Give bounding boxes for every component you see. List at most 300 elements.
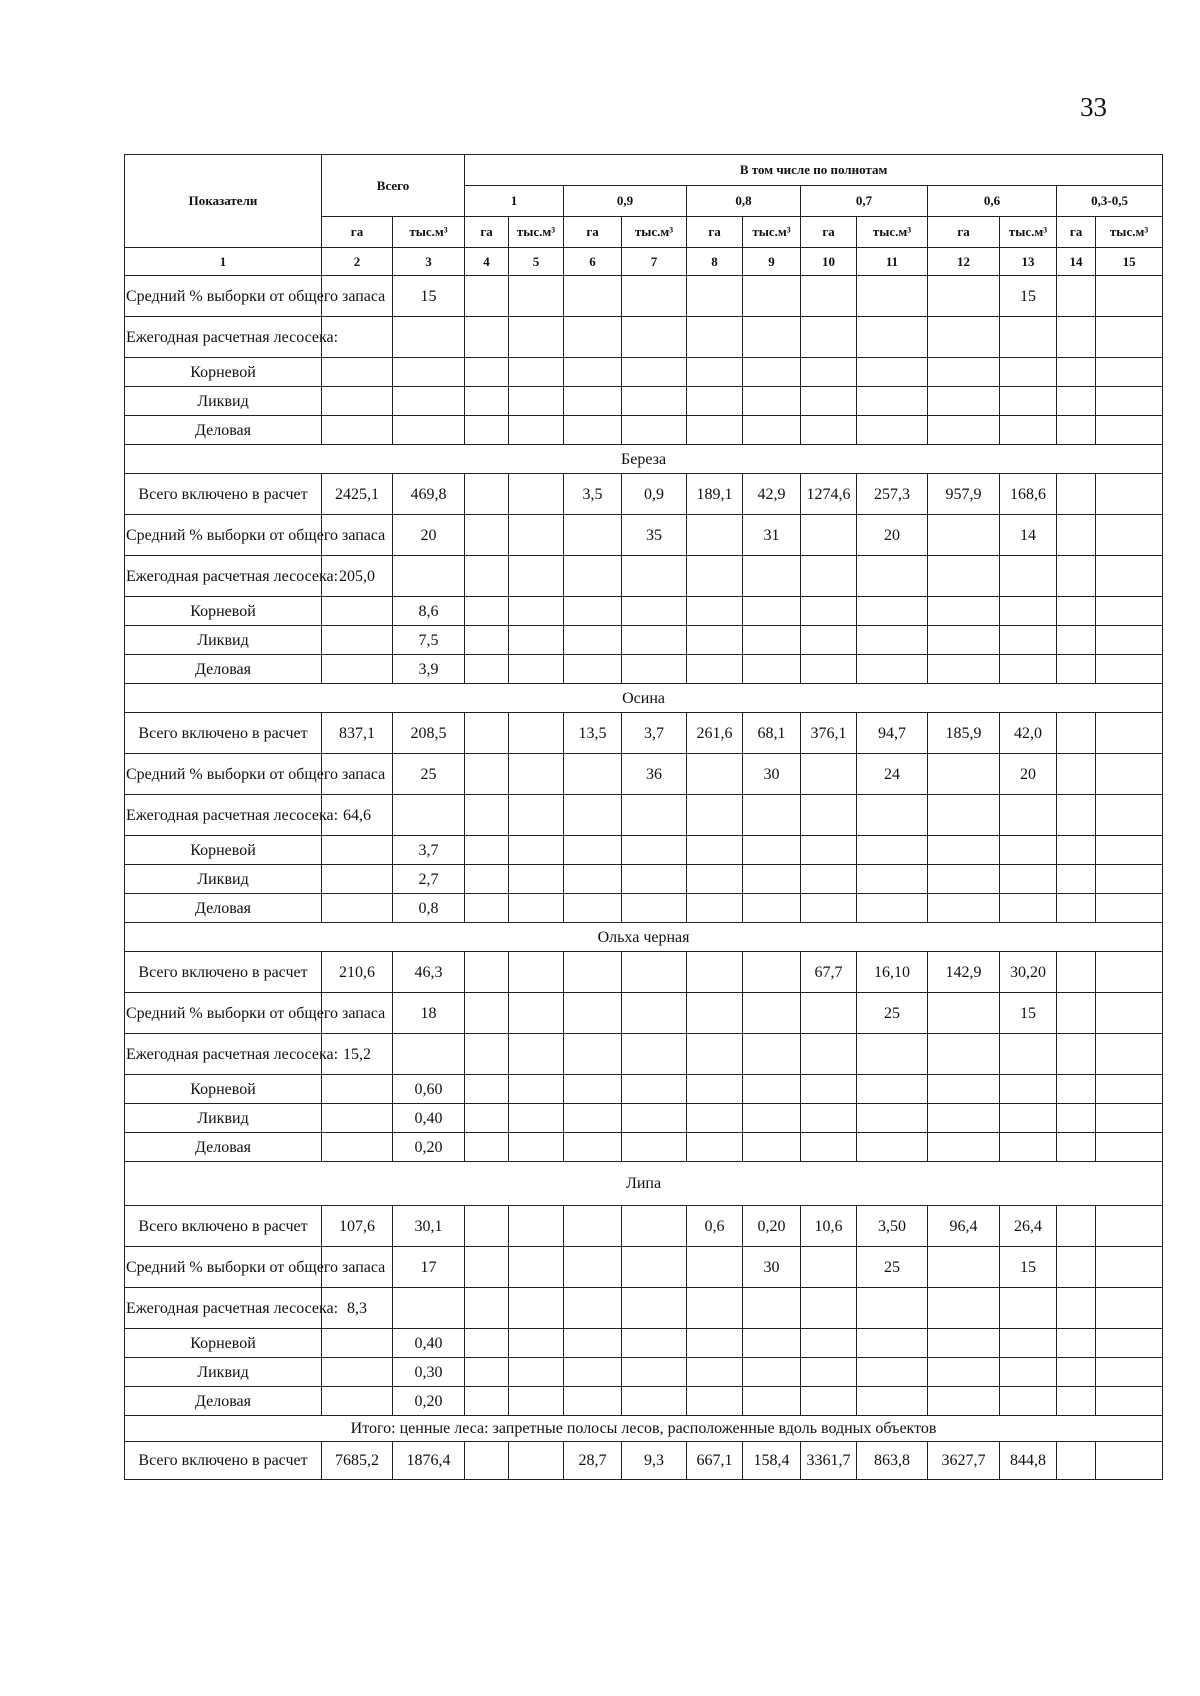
table-cell bbox=[801, 836, 857, 865]
header-unit-volume: тыс.м³ bbox=[743, 217, 801, 248]
table-cell bbox=[564, 556, 622, 597]
table-cell bbox=[687, 276, 743, 317]
table-cell: 64,6 bbox=[322, 795, 393, 836]
table-cell bbox=[928, 387, 1000, 416]
table-row bbox=[125, 626, 1163, 655]
row-label: Деловая bbox=[125, 655, 322, 684]
table-cell bbox=[687, 1075, 743, 1104]
table-cell bbox=[687, 865, 743, 894]
column-number: 2 bbox=[322, 248, 393, 276]
table-cell bbox=[801, 865, 857, 894]
table-cell bbox=[465, 1104, 509, 1133]
table-cell: 3,9 bbox=[393, 655, 465, 684]
column-number: 10 bbox=[801, 248, 857, 276]
table-cell bbox=[1096, 1247, 1163, 1288]
table-cell bbox=[743, 1075, 801, 1104]
table-cell bbox=[1000, 1133, 1057, 1162]
table-cell bbox=[393, 556, 465, 597]
header-unit-ha: га bbox=[928, 217, 1000, 248]
table-cell bbox=[743, 276, 801, 317]
table-cell bbox=[801, 993, 857, 1034]
table-cell bbox=[509, 795, 564, 836]
table-cell: 3,50 bbox=[857, 1206, 928, 1247]
table-cell bbox=[509, 1034, 564, 1075]
table-cell bbox=[1057, 836, 1096, 865]
table-cell bbox=[1096, 387, 1163, 416]
table-cell bbox=[801, 1104, 857, 1133]
table-cell bbox=[1000, 894, 1057, 923]
table-cell bbox=[322, 1075, 393, 1104]
table-cell bbox=[801, 1247, 857, 1288]
table-cell bbox=[1096, 894, 1163, 923]
table-cell bbox=[1096, 1206, 1163, 1247]
table-cell: 3627,7 bbox=[928, 1442, 1000, 1480]
table-cell bbox=[322, 865, 393, 894]
table-cell: 10,6 bbox=[801, 1206, 857, 1247]
table-cell bbox=[322, 836, 393, 865]
table-cell bbox=[322, 416, 393, 445]
table-cell: 25 bbox=[393, 754, 465, 795]
row-label: Ликвид bbox=[125, 387, 322, 416]
table-cell bbox=[622, 317, 687, 358]
header-by-density: В том числе по полнотам bbox=[465, 155, 1163, 186]
row-label: Деловая bbox=[125, 1387, 322, 1416]
table-cell bbox=[509, 416, 564, 445]
total-heading: Итого: ценные леса: запретные полосы лесов, расположенные вдоль водных объектов bbox=[125, 1416, 1163, 1442]
table-row bbox=[125, 1387, 1163, 1416]
table-cell: 7685,2 bbox=[322, 1442, 393, 1480]
species-heading: Осина bbox=[125, 684, 1163, 713]
table-cell: 8,6 bbox=[393, 597, 465, 626]
table-cell bbox=[509, 1288, 564, 1329]
table-cell bbox=[1096, 993, 1163, 1034]
table-cell bbox=[1057, 1387, 1096, 1416]
table-row bbox=[125, 597, 1163, 626]
row-label: Корневой bbox=[125, 358, 322, 387]
table-cell bbox=[564, 626, 622, 655]
table-cell bbox=[1057, 515, 1096, 556]
table-cell bbox=[1096, 474, 1163, 515]
table-cell bbox=[465, 515, 509, 556]
column-number: 9 bbox=[743, 248, 801, 276]
table-cell bbox=[801, 626, 857, 655]
table-cell bbox=[928, 1133, 1000, 1162]
table-cell bbox=[1000, 358, 1057, 387]
table-row bbox=[125, 387, 1163, 416]
row-label: Ликвид bbox=[125, 1358, 322, 1387]
table-cell: 17 bbox=[393, 1247, 465, 1288]
table-cell bbox=[801, 515, 857, 556]
table-cell bbox=[928, 836, 1000, 865]
table-cell: 0,20 bbox=[393, 1133, 465, 1162]
table-cell bbox=[1000, 1387, 1057, 1416]
table-cell bbox=[801, 1358, 857, 1387]
table-cell bbox=[687, 358, 743, 387]
table-cell bbox=[1000, 1034, 1057, 1075]
table-cell bbox=[1057, 1075, 1096, 1104]
table-cell: 30 bbox=[743, 754, 801, 795]
table-cell bbox=[687, 993, 743, 1034]
table-cell: 42,0 bbox=[1000, 713, 1057, 754]
column-number: 12 bbox=[928, 248, 1000, 276]
table-cell bbox=[743, 993, 801, 1034]
table-cell: 13,5 bbox=[564, 713, 622, 754]
species-section-row bbox=[125, 445, 1163, 474]
header-density: 0,3-0,5 bbox=[1057, 186, 1163, 217]
table-cell: 67,7 bbox=[801, 952, 857, 993]
table-cell bbox=[1096, 1133, 1163, 1162]
table-cell: 142,9 bbox=[928, 952, 1000, 993]
table-cell bbox=[1057, 387, 1096, 416]
table-cell: 8,3 bbox=[322, 1288, 393, 1329]
table-cell: 30,1 bbox=[393, 1206, 465, 1247]
table-cell: 7,5 bbox=[393, 626, 465, 655]
table-row bbox=[125, 894, 1163, 923]
table-cell bbox=[465, 416, 509, 445]
table-cell: 15 bbox=[1000, 276, 1057, 317]
table-cell bbox=[564, 894, 622, 923]
table-row bbox=[125, 865, 1163, 894]
table-cell: 863,8 bbox=[857, 1442, 928, 1480]
table-cell: 15,2 bbox=[322, 1034, 393, 1075]
table-cell bbox=[857, 358, 928, 387]
table-cell bbox=[928, 865, 1000, 894]
table-cell bbox=[1057, 894, 1096, 923]
table-row bbox=[125, 952, 1163, 993]
table-cell bbox=[1096, 1329, 1163, 1358]
table-cell bbox=[622, 836, 687, 865]
table-header bbox=[125, 155, 1163, 276]
table-cell bbox=[1000, 416, 1057, 445]
table-cell: 3,7 bbox=[622, 713, 687, 754]
table-cell bbox=[564, 1329, 622, 1358]
table-cell bbox=[1096, 865, 1163, 894]
table-cell bbox=[509, 1247, 564, 1288]
table-cell bbox=[928, 1387, 1000, 1416]
table-cell bbox=[564, 993, 622, 1034]
table-cell bbox=[1096, 276, 1163, 317]
table-cell bbox=[743, 416, 801, 445]
table-row bbox=[125, 416, 1163, 445]
table-cell: 837,1 bbox=[322, 713, 393, 754]
table-cell bbox=[622, 597, 687, 626]
table-cell bbox=[857, 865, 928, 894]
table-cell bbox=[622, 1034, 687, 1075]
table-cell bbox=[622, 952, 687, 993]
table-cell: 25 bbox=[857, 993, 928, 1034]
table-cell bbox=[322, 655, 393, 684]
table-row bbox=[125, 1133, 1163, 1162]
table-cell bbox=[1096, 626, 1163, 655]
table-cell bbox=[509, 556, 564, 597]
row-label: Средний % выборки от общего запаса bbox=[125, 993, 322, 1034]
row-label: Деловая bbox=[125, 1133, 322, 1162]
table-cell bbox=[857, 1075, 928, 1104]
table-cell bbox=[509, 1442, 564, 1480]
table-row bbox=[125, 1247, 1163, 1288]
table-cell bbox=[1096, 358, 1163, 387]
table-cell bbox=[857, 1104, 928, 1133]
table-row bbox=[125, 1442, 1163, 1480]
table-cell: 36 bbox=[622, 754, 687, 795]
table-cell bbox=[509, 1358, 564, 1387]
table-cell bbox=[928, 1288, 1000, 1329]
table-row bbox=[125, 713, 1163, 754]
table-cell bbox=[857, 276, 928, 317]
table-cell bbox=[857, 597, 928, 626]
table-cell bbox=[1096, 1358, 1163, 1387]
table-cell bbox=[322, 597, 393, 626]
row-label: Средний % выборки от общего запаса bbox=[125, 515, 322, 556]
table-cell: 24 bbox=[857, 754, 928, 795]
table-cell bbox=[465, 597, 509, 626]
table-cell: 25 bbox=[857, 1247, 928, 1288]
table-cell bbox=[622, 276, 687, 317]
table-row bbox=[125, 358, 1163, 387]
column-number: 11 bbox=[857, 248, 928, 276]
table-cell bbox=[1096, 416, 1163, 445]
table-cell bbox=[801, 754, 857, 795]
table-cell bbox=[928, 597, 1000, 626]
table-cell bbox=[509, 713, 564, 754]
table-cell bbox=[687, 416, 743, 445]
table-cell bbox=[743, 865, 801, 894]
table-cell bbox=[564, 276, 622, 317]
column-number: 5 bbox=[509, 248, 564, 276]
table-cell bbox=[743, 1034, 801, 1075]
table-cell bbox=[564, 865, 622, 894]
table-cell bbox=[509, 1329, 564, 1358]
table-cell bbox=[465, 655, 509, 684]
table-cell bbox=[564, 1288, 622, 1329]
table-row bbox=[125, 1104, 1163, 1133]
table-cell: 46,3 bbox=[393, 952, 465, 993]
column-number: 14 bbox=[1057, 248, 1096, 276]
table-cell bbox=[622, 358, 687, 387]
table-cell bbox=[1000, 865, 1057, 894]
table-cell bbox=[509, 1206, 564, 1247]
column-number: 8 bbox=[687, 248, 743, 276]
table-cell bbox=[622, 865, 687, 894]
row-label: Ликвид bbox=[125, 626, 322, 655]
table-cell bbox=[393, 387, 465, 416]
table-cell bbox=[564, 317, 622, 358]
table-cell bbox=[465, 626, 509, 655]
table-cell bbox=[622, 1075, 687, 1104]
table-cell bbox=[322, 358, 393, 387]
table-cell bbox=[743, 1358, 801, 1387]
table-cell bbox=[801, 795, 857, 836]
table-cell bbox=[622, 416, 687, 445]
table-cell bbox=[928, 358, 1000, 387]
table-cell bbox=[1057, 952, 1096, 993]
table-cell bbox=[928, 754, 1000, 795]
table-cell bbox=[1057, 993, 1096, 1034]
table-cell bbox=[1057, 655, 1096, 684]
table-row bbox=[125, 1288, 1163, 1329]
table-cell bbox=[857, 1358, 928, 1387]
table-cell bbox=[687, 754, 743, 795]
row-label: Всего включено в расчет bbox=[125, 1442, 322, 1480]
table-cell bbox=[1057, 276, 1096, 317]
table-cell bbox=[564, 1075, 622, 1104]
total-heading-row bbox=[125, 1416, 1163, 1442]
table-cell bbox=[1096, 795, 1163, 836]
table-cell bbox=[743, 358, 801, 387]
table-cell bbox=[743, 597, 801, 626]
header-unit-ha: га bbox=[1057, 217, 1096, 248]
table-cell bbox=[564, 754, 622, 795]
table-cell bbox=[743, 626, 801, 655]
table-cell: 16,10 bbox=[857, 952, 928, 993]
header-density: 1 bbox=[465, 186, 564, 217]
table-row bbox=[125, 655, 1163, 684]
table-cell bbox=[393, 416, 465, 445]
table-cell: 3361,7 bbox=[801, 1442, 857, 1480]
table-cell bbox=[743, 952, 801, 993]
table-cell bbox=[564, 1034, 622, 1075]
table-cell bbox=[393, 795, 465, 836]
table-cell bbox=[1096, 1442, 1163, 1480]
table-cell: 20 bbox=[393, 515, 465, 556]
table-cell bbox=[622, 1387, 687, 1416]
table-cell: 31 bbox=[743, 515, 801, 556]
table-cell: 0,40 bbox=[393, 1329, 465, 1358]
table-cell bbox=[564, 1247, 622, 1288]
table-cell bbox=[687, 1288, 743, 1329]
row-label: Ликвид bbox=[125, 1104, 322, 1133]
table-cell bbox=[1057, 358, 1096, 387]
table-cell bbox=[743, 556, 801, 597]
table-cell bbox=[801, 597, 857, 626]
table-cell bbox=[322, 1358, 393, 1387]
table-cell bbox=[465, 1387, 509, 1416]
table-cell bbox=[465, 474, 509, 515]
table-cell bbox=[465, 713, 509, 754]
row-label: Деловая bbox=[125, 416, 322, 445]
table-cell bbox=[801, 1133, 857, 1162]
table-cell bbox=[687, 1329, 743, 1358]
table-cell bbox=[509, 1133, 564, 1162]
row-label: Всего включено в расчет bbox=[125, 1206, 322, 1247]
table-row bbox=[125, 276, 1163, 317]
table-cell bbox=[928, 626, 1000, 655]
table-cell bbox=[465, 1442, 509, 1480]
table-row bbox=[125, 754, 1163, 795]
table-cell bbox=[1000, 387, 1057, 416]
table-cell bbox=[1096, 1387, 1163, 1416]
table-cell: 469,8 bbox=[393, 474, 465, 515]
table-cell bbox=[857, 836, 928, 865]
table-cell bbox=[622, 1288, 687, 1329]
table-row bbox=[125, 556, 1163, 597]
table-cell bbox=[622, 1329, 687, 1358]
table-cell bbox=[622, 993, 687, 1034]
table-cell bbox=[564, 952, 622, 993]
table-cell bbox=[1000, 556, 1057, 597]
table-cell bbox=[857, 626, 928, 655]
table-cell bbox=[801, 416, 857, 445]
table-cell bbox=[1057, 556, 1096, 597]
table-cell bbox=[1096, 1104, 1163, 1133]
table-cell: 0,9 bbox=[622, 474, 687, 515]
table-cell bbox=[1096, 597, 1163, 626]
row-label: Всего включено в расчет bbox=[125, 474, 322, 515]
table-cell: 261,6 bbox=[687, 713, 743, 754]
table-cell bbox=[622, 1206, 687, 1247]
column-number: 3 bbox=[393, 248, 465, 276]
table-cell: 18 bbox=[393, 993, 465, 1034]
table-cell bbox=[393, 1034, 465, 1075]
species-heading: Береза bbox=[125, 445, 1163, 474]
table-cell bbox=[801, 387, 857, 416]
table-cell bbox=[564, 1206, 622, 1247]
table-cell bbox=[465, 1133, 509, 1162]
table-cell bbox=[801, 1329, 857, 1358]
table-cell bbox=[1000, 655, 1057, 684]
table-cell: 667,1 bbox=[687, 1442, 743, 1480]
table-cell: 957,9 bbox=[928, 474, 1000, 515]
header-density: 0,9 bbox=[564, 186, 687, 217]
table-cell bbox=[622, 1133, 687, 1162]
table-cell: 0,60 bbox=[393, 1075, 465, 1104]
row-label: Корневой bbox=[125, 1329, 322, 1358]
table-cell bbox=[687, 795, 743, 836]
table-cell bbox=[564, 1133, 622, 1162]
page-number: 33 bbox=[1080, 92, 1107, 122]
column-number: 7 bbox=[622, 248, 687, 276]
table-cell bbox=[465, 754, 509, 795]
table-cell bbox=[928, 1329, 1000, 1358]
table-cell bbox=[928, 1247, 1000, 1288]
table-cell bbox=[1096, 317, 1163, 358]
table-cell bbox=[1057, 597, 1096, 626]
table-cell bbox=[1096, 1075, 1163, 1104]
column-number: 4 bbox=[465, 248, 509, 276]
table-cell bbox=[465, 556, 509, 597]
table-cell bbox=[928, 655, 1000, 684]
table-cell bbox=[322, 894, 393, 923]
table-cell: 28,7 bbox=[564, 1442, 622, 1480]
table-cell: 96,4 bbox=[928, 1206, 1000, 1247]
table-cell bbox=[928, 276, 1000, 317]
table-cell bbox=[465, 1034, 509, 1075]
table-cell bbox=[622, 795, 687, 836]
species-heading: Липа bbox=[125, 1162, 1163, 1206]
table-cell: 20 bbox=[1000, 754, 1057, 795]
table-cell bbox=[393, 358, 465, 387]
header-column-numbers-row bbox=[125, 248, 1163, 276]
table-cell bbox=[1096, 515, 1163, 556]
header-indicators: Показатели bbox=[125, 155, 322, 248]
table-cell bbox=[801, 1387, 857, 1416]
table-cell bbox=[509, 655, 564, 684]
header-unit-ha: га bbox=[801, 217, 857, 248]
table-cell bbox=[1057, 754, 1096, 795]
table-cell bbox=[1000, 626, 1057, 655]
table-cell bbox=[687, 597, 743, 626]
table-cell bbox=[465, 865, 509, 894]
table-cell bbox=[743, 655, 801, 684]
table-cell bbox=[928, 993, 1000, 1034]
table-cell: 257,3 bbox=[857, 474, 928, 515]
table-cell bbox=[1057, 1329, 1096, 1358]
column-number: 15 bbox=[1096, 248, 1163, 276]
table-cell bbox=[801, 1075, 857, 1104]
header-unit-volume: тыс.м³ bbox=[509, 217, 564, 248]
table-cell bbox=[928, 1034, 1000, 1075]
table-cell bbox=[1000, 1075, 1057, 1104]
